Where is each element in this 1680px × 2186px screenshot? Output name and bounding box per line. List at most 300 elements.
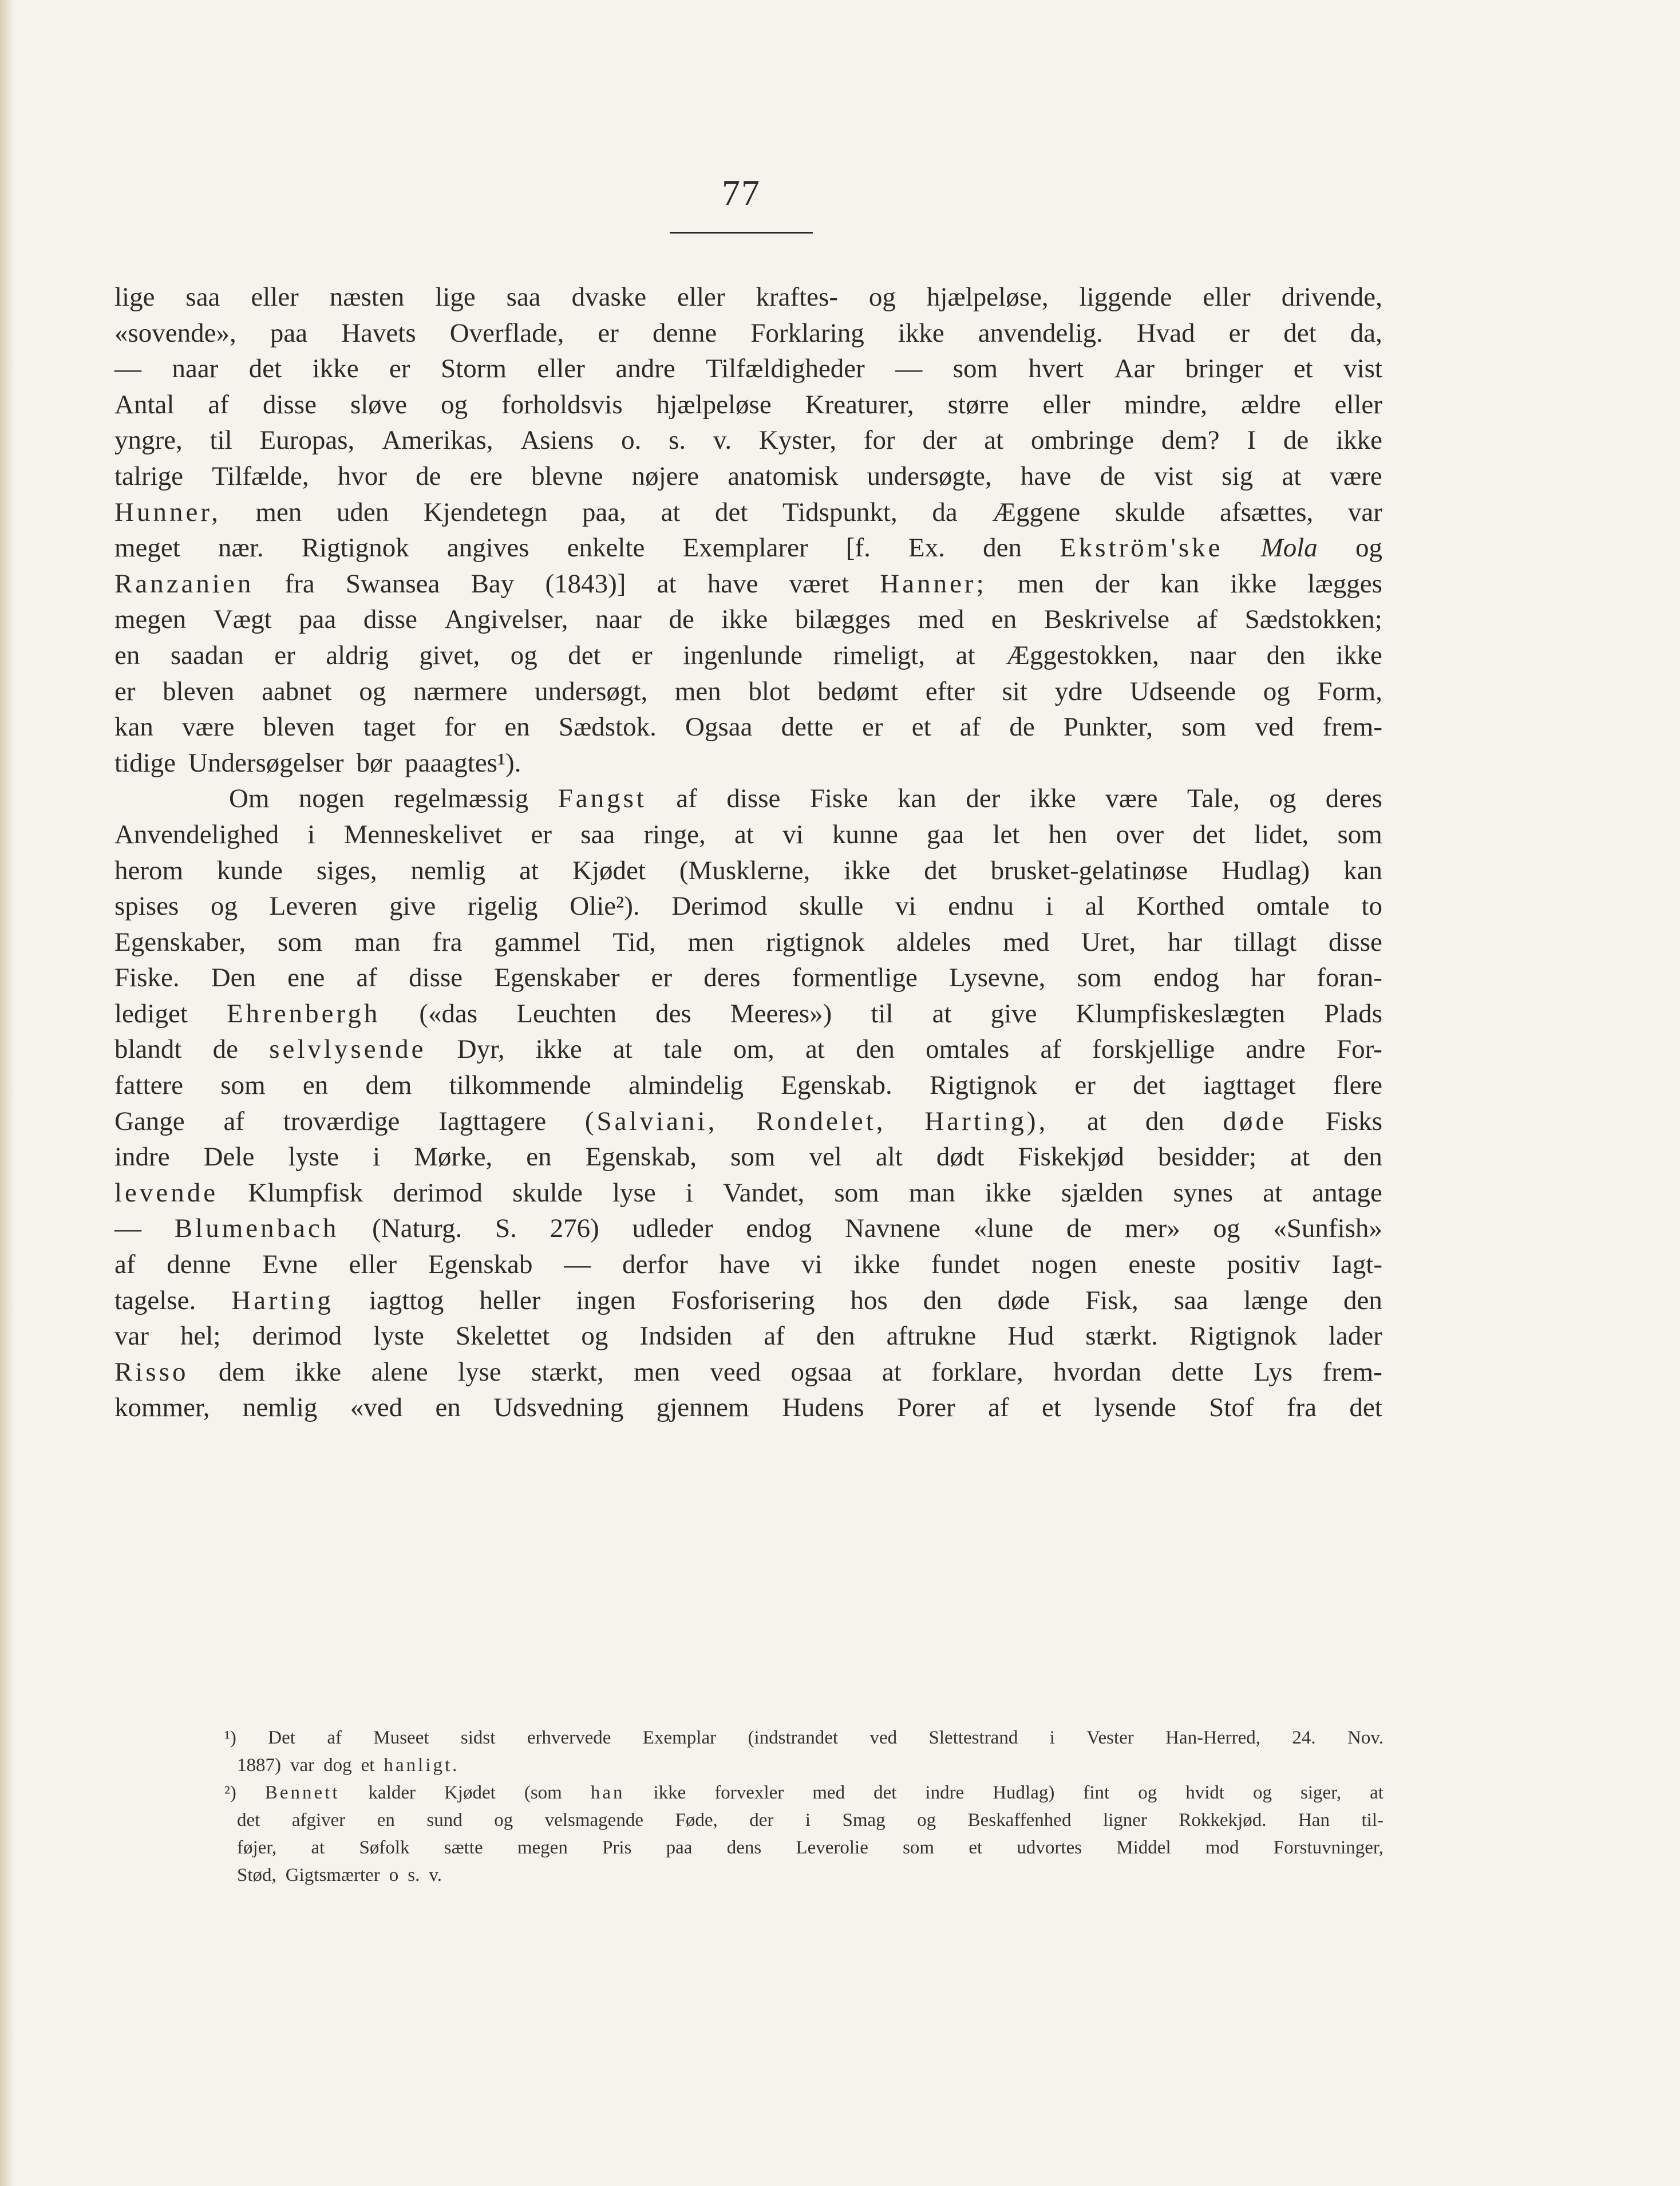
word: til: [209, 425, 232, 456]
word: at: [805, 1034, 825, 1065]
word: større: [947, 389, 1009, 420]
word: fra: [1286, 1393, 1317, 1423]
word: fundet: [931, 1250, 1001, 1280]
word: dvaske: [571, 282, 647, 312]
word: ikke: [1230, 568, 1277, 599]
text-line: [114, 1318, 1382, 1354]
word: des: [655, 998, 691, 1029]
word: vist: [1154, 461, 1193, 491]
word: sidst: [460, 1728, 496, 1748]
word: blot: [748, 676, 790, 706]
word: men: [255, 497, 302, 527]
word: skulde: [512, 1177, 583, 1208]
word: at: [311, 1837, 325, 1858]
word: Egenskaber: [494, 963, 620, 993]
word: og: [1213, 1213, 1240, 1244]
word: disse: [262, 389, 317, 420]
word: let: [993, 819, 1020, 849]
word: S.: [495, 1213, 517, 1244]
word: det: [1349, 1393, 1382, 1423]
word: med: [1003, 927, 1050, 957]
word: Antal: [114, 389, 175, 420]
text-line: [114, 1283, 1382, 1319]
word: —: [564, 1250, 591, 1280]
word: ombringe: [1030, 425, 1135, 456]
word: bedømt: [817, 676, 899, 706]
word: er: [531, 819, 552, 849]
word: indre: [114, 1142, 170, 1172]
word: den: [1266, 640, 1306, 670]
word: veed: [710, 1357, 761, 1387]
word: talrige: [114, 461, 184, 491]
word: dette: [1171, 1357, 1224, 1387]
word: Skelettet: [455, 1321, 550, 1351]
word: kan: [114, 712, 153, 742]
word: har: [1167, 927, 1202, 957]
word: nogen: [298, 784, 365, 814]
word: foran-: [1317, 963, 1382, 993]
word: —: [895, 354, 923, 384]
word: bleven: [263, 712, 335, 742]
word: endog: [746, 1213, 812, 1244]
word: lige: [435, 282, 476, 312]
word: kalder: [368, 1782, 416, 1803]
word: selvlysende: [269, 1034, 426, 1065]
word: Leuchten: [516, 998, 617, 1029]
footnote-line: [224, 1752, 1383, 1779]
text-line: [114, 674, 1382, 710]
word: ældre: [1241, 389, 1301, 420]
word: forklare,: [931, 1357, 1023, 1387]
word: være: [182, 712, 235, 742]
word: da: [932, 497, 958, 527]
word: var: [114, 1321, 149, 1351]
word: —: [114, 354, 141, 384]
word: afgiver: [291, 1810, 346, 1831]
word: rimeligt,: [833, 640, 926, 670]
word: «ved: [350, 1393, 403, 1423]
word: omtales: [926, 1034, 1010, 1065]
word: heller: [479, 1285, 541, 1315]
word: at: [612, 1034, 633, 1065]
word: dem?: [1161, 425, 1220, 456]
word: Det: [268, 1728, 295, 1748]
word: ringe,: [643, 819, 706, 849]
text-line: [114, 279, 1382, 315]
word: at: [881, 1357, 902, 1387]
word: anatomisk: [728, 461, 839, 491]
word: lediget: [114, 998, 188, 1029]
word: besidder;: [1157, 1142, 1257, 1172]
word: er: [598, 318, 619, 348]
word: Asiens: [520, 425, 594, 456]
word: Navnene: [844, 1213, 940, 1244]
word: som: [1337, 819, 1382, 849]
word: hos: [850, 1285, 888, 1315]
word: er: [651, 963, 673, 993]
word: blandt: [114, 1034, 182, 1065]
word: saadan: [170, 640, 244, 670]
word: ikke: [721, 604, 768, 635]
word: at: [1370, 1782, 1383, 1803]
word: den: [1343, 1142, 1382, 1172]
word: Evne: [262, 1250, 318, 1280]
footnote-line: [224, 1806, 1383, 1834]
word: og: [1269, 784, 1296, 814]
text-line: [114, 530, 1382, 566]
word: været: [789, 568, 849, 599]
word: Gange: [114, 1106, 185, 1136]
word: indre: [925, 1782, 964, 1803]
word: synes: [1173, 1177, 1234, 1208]
word: anvendelig.: [978, 318, 1103, 348]
word: Kjødet: [444, 1782, 496, 1803]
word: Hanner;: [880, 568, 987, 599]
word: det: [237, 1810, 260, 1831]
word: erhvervede: [527, 1728, 611, 1748]
text-line: [114, 745, 1382, 781]
word: undersøgte,: [867, 461, 992, 491]
word: at: [1087, 1106, 1107, 1136]
word: Harting),: [924, 1106, 1049, 1136]
word: disse: [409, 963, 463, 993]
word: alene: [371, 1357, 428, 1387]
word: længe: [1243, 1285, 1309, 1315]
word: mod: [1205, 1837, 1239, 1858]
word: og: [210, 891, 238, 922]
word: nær.: [218, 533, 264, 563]
word: er: [114, 676, 136, 706]
word: af: [223, 1106, 244, 1136]
word: fra: [284, 568, 315, 599]
word: drivende,: [1281, 282, 1382, 312]
text-line: [114, 924, 1382, 960]
word: over: [1116, 819, 1164, 849]
footnote-line: [224, 1724, 1383, 1752]
word: sætte: [444, 1837, 483, 1858]
word: frem-: [1322, 1357, 1382, 1387]
word: ved: [869, 1728, 898, 1748]
word: de: [416, 461, 441, 491]
word: Tid,: [612, 927, 656, 957]
word: I: [1247, 425, 1256, 456]
word: undersøgt,: [535, 676, 648, 706]
word: Fisks: [1325, 1106, 1382, 1136]
word: at: [955, 640, 975, 670]
word: et: [1293, 354, 1313, 384]
text-line: [114, 817, 1382, 853]
word: Plads: [1324, 998, 1382, 1029]
word: den: [816, 1321, 855, 1351]
word: sløve: [350, 389, 408, 420]
word: Tidspunkt,: [782, 497, 898, 527]
word: eller: [1334, 389, 1382, 420]
word: Nov.: [1347, 1728, 1383, 1748]
word: for: [863, 425, 895, 456]
word: Beskaffenhed: [967, 1810, 1072, 1831]
word: Hvad: [1136, 318, 1195, 348]
word: eneste: [1128, 1250, 1196, 1280]
word: om,: [733, 1034, 774, 1065]
word: Swansea: [345, 568, 440, 599]
word: ikke: [312, 354, 359, 384]
word: dog: [323, 1755, 352, 1776]
text-line: [114, 495, 1382, 531]
word: et: [969, 1837, 983, 1858]
word: bør: [356, 748, 393, 778]
word: med: [918, 604, 964, 635]
word: Han-Herred,: [1165, 1728, 1260, 1748]
word: dens: [726, 1837, 762, 1858]
word: det: [1283, 318, 1317, 348]
word: kunne: [832, 819, 898, 849]
text-line: [114, 387, 1382, 423]
word: Tilfælde,: [212, 461, 309, 491]
word: er: [1228, 318, 1250, 348]
word: Fisk,: [1085, 1285, 1139, 1315]
word: deres: [1325, 784, 1382, 814]
word: i: [1045, 891, 1053, 922]
word: derimod: [252, 1321, 342, 1351]
word: Leveren: [269, 891, 358, 922]
word: have: [719, 1250, 770, 1280]
word: er: [631, 640, 653, 670]
word: Korthed: [1136, 891, 1225, 922]
word: Rigtignok: [1189, 1321, 1297, 1351]
word: saa: [1173, 1285, 1208, 1315]
text-line: [114, 709, 1382, 745]
word: Lysevne,: [948, 963, 1046, 993]
word: det: [715, 497, 748, 527]
word: i: [1049, 1728, 1055, 1748]
word: den: [923, 1285, 962, 1315]
word: 276): [550, 1213, 599, 1244]
word: saa: [185, 282, 220, 312]
text-line: [114, 602, 1382, 638]
word: Tale,: [1187, 784, 1240, 814]
word: Kjødet: [572, 855, 646, 886]
word: Rigtignok: [301, 533, 409, 563]
word: at: [519, 855, 539, 886]
word: spises: [114, 891, 179, 922]
text-line: [114, 566, 1382, 602]
word: var: [290, 1755, 315, 1776]
word: v.: [713, 425, 732, 456]
word: «lune: [973, 1213, 1034, 1244]
word: Anvendelighed: [114, 819, 279, 849]
word: Hudens: [781, 1393, 864, 1423]
word: og: [1138, 1782, 1157, 1803]
word: med: [812, 1782, 845, 1803]
word: Storm: [441, 354, 507, 384]
word: vi: [895, 891, 916, 922]
word: hvert: [1028, 354, 1084, 384]
word: af: [988, 1393, 1009, 1423]
text-line: [114, 458, 1382, 495]
text-line: [114, 1139, 1382, 1175]
word: Fangst: [558, 784, 647, 814]
word: «sovende»,: [114, 318, 236, 348]
word: gaa: [926, 819, 964, 849]
word: kan: [1343, 855, 1382, 886]
word: Gigtsmærter: [285, 1865, 380, 1885]
word: og: [494, 1810, 513, 1831]
word: man: [908, 1177, 955, 1208]
word: (Salviani,: [584, 1106, 718, 1136]
word: dette: [781, 712, 833, 742]
word: lidet,: [1254, 819, 1309, 849]
word: Iagttagere: [438, 1106, 547, 1136]
word: (1843)]: [545, 568, 626, 599]
word: aldrig: [326, 640, 389, 670]
word: Form,: [1317, 676, 1382, 706]
word: var: [1347, 497, 1382, 527]
word: og: [1253, 1782, 1272, 1803]
word: siges,: [316, 855, 377, 886]
text-line: [114, 853, 1382, 889]
word: lyste: [373, 1321, 424, 1351]
word: da,: [1350, 318, 1382, 348]
word: mer»: [1125, 1213, 1180, 1244]
word: dem: [218, 1357, 265, 1387]
word: lige: [114, 282, 155, 312]
word: være: [1105, 784, 1158, 814]
word: er: [1074, 1070, 1096, 1101]
word: bleven: [163, 676, 235, 706]
word: (indstrandet: [748, 1728, 839, 1748]
word: man: [354, 927, 401, 957]
footnote-line: [224, 1779, 1383, 1806]
word: saa: [506, 282, 541, 312]
word: Undersøgelser: [188, 748, 344, 778]
word: gammel: [494, 927, 581, 957]
page-number: 77: [722, 172, 761, 213]
word: fra: [432, 927, 463, 957]
word: 1887): [237, 1755, 281, 1776]
word: vist: [1343, 354, 1382, 384]
word: lyste: [288, 1142, 339, 1172]
word: eller: [677, 282, 725, 312]
word: ikke: [898, 318, 944, 348]
word: og: [1263, 676, 1290, 706]
word: den: [1145, 1106, 1184, 1136]
word: («das: [419, 998, 478, 1029]
word: levende: [114, 1177, 219, 1208]
word: Sædstokken;: [1244, 604, 1382, 635]
word: Ehrenbergh: [226, 998, 381, 1029]
word: en: [991, 604, 1017, 635]
word: Søfolk: [359, 1837, 410, 1858]
word: en: [504, 712, 530, 742]
word: Olie²).: [570, 891, 640, 922]
word: Egenskab.: [781, 1070, 892, 1101]
word: ogsaa: [790, 1357, 852, 1387]
page-number-rule: [670, 232, 813, 234]
word: der: [922, 425, 957, 456]
word: tale: [663, 1034, 702, 1065]
word: Aar: [1114, 354, 1155, 384]
word: liggende: [1079, 282, 1172, 312]
word: denne: [167, 1250, 231, 1280]
word: Ex.: [908, 533, 945, 563]
word: Dele: [203, 1142, 255, 1172]
footnote-line: [224, 1834, 1383, 1861]
word: som: [834, 1177, 879, 1208]
word: v.: [429, 1865, 442, 1885]
word: ved: [1255, 712, 1294, 742]
text-line: [114, 996, 1382, 1032]
word: at: [1290, 1142, 1310, 1172]
word: Rondelet,: [756, 1106, 886, 1136]
text-line: [114, 351, 1382, 387]
word: Egenskaber,: [114, 927, 246, 957]
word: (Musklerne,: [679, 855, 811, 886]
word: Sædstok.: [558, 712, 657, 742]
word: eller: [251, 282, 299, 312]
word: døde: [1223, 1106, 1287, 1136]
text-line: [114, 1104, 1382, 1140]
word: mindre,: [1124, 389, 1208, 420]
word: Kyster,: [758, 425, 837, 456]
word: almindelig: [628, 1070, 744, 1101]
word: kunde: [217, 855, 283, 886]
word: 24.: [1292, 1728, 1316, 1748]
word: have: [1020, 461, 1072, 491]
word: Meeres»): [730, 998, 832, 1029]
word: ikke: [985, 1177, 1031, 1208]
word: (Naturg.: [372, 1213, 463, 1244]
word: ligner: [1102, 1810, 1147, 1831]
word: men: [1017, 568, 1064, 599]
word: kommer,: [114, 1393, 210, 1423]
word: som: [1077, 963, 1122, 993]
word: Klumpfiskeslægten: [1076, 998, 1286, 1029]
footnotes: [224, 1724, 1383, 1889]
word: disse: [363, 604, 417, 635]
word: Fiskekjød: [1018, 1142, 1124, 1172]
word: ikke: [1029, 784, 1076, 814]
word: Stød,: [237, 1865, 276, 1885]
word: Punkter,: [1063, 712, 1153, 742]
word: Føde,: [675, 1810, 718, 1831]
word: Europas,: [259, 425, 355, 456]
text-line: [114, 1175, 1382, 1211]
word: brusket-gelatinøse: [990, 855, 1188, 886]
word: o.: [621, 425, 642, 456]
word: de: [1009, 712, 1035, 742]
word: lysende: [1094, 1393, 1176, 1423]
word: hvidt: [1185, 1782, 1225, 1803]
word: Kreaturer,: [805, 389, 914, 420]
word: Hunner,: [114, 497, 221, 527]
text-line: [114, 1211, 1382, 1247]
word: ydre: [1054, 676, 1103, 706]
word: siger,: [1300, 1782, 1342, 1803]
text-line: [114, 638, 1382, 674]
word: tidige: [114, 748, 176, 778]
word: Klumpfisk: [248, 1177, 363, 1208]
word: at: [984, 425, 1004, 456]
word: at: [1282, 461, 1302, 491]
word: Egenskab,: [585, 1142, 697, 1172]
text-line: [114, 1390, 1382, 1426]
word: give: [389, 891, 436, 922]
word: sit: [1002, 676, 1027, 706]
word: efter: [925, 676, 975, 706]
word: megen: [517, 1837, 568, 1858]
word: regelmæssig: [394, 784, 529, 814]
word: at: [657, 568, 677, 599]
